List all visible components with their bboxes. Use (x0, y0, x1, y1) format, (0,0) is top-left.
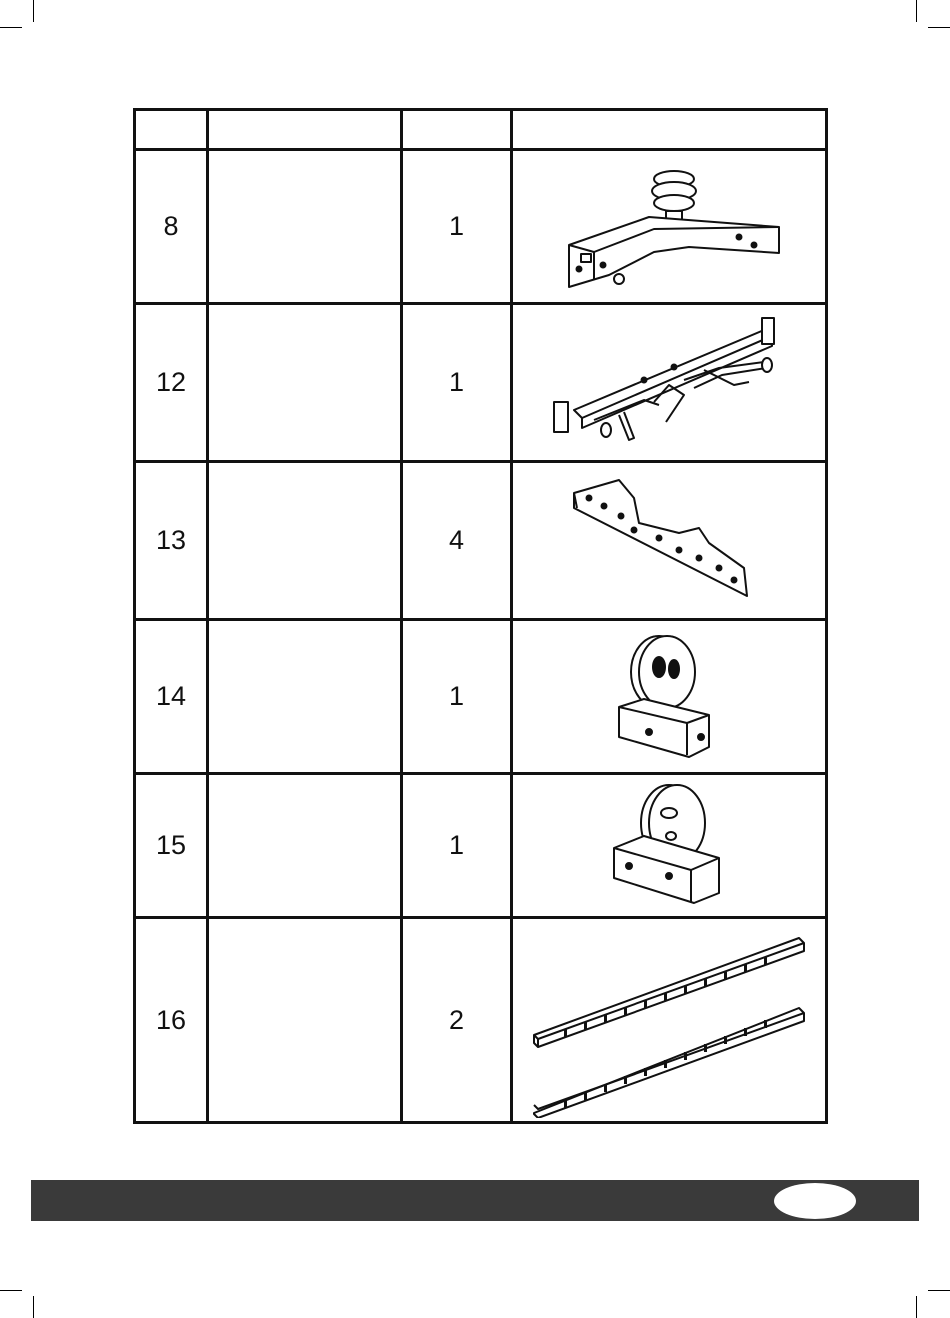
header-quantity (402, 110, 512, 150)
header-description (208, 110, 402, 150)
part-quantity: 2 (402, 918, 512, 1123)
parts-list-table (133, 108, 828, 1124)
crop-mark (33, 1296, 34, 1318)
part-image (512, 462, 827, 620)
pulley-bracket-icon (599, 627, 739, 767)
table-row (135, 462, 827, 620)
part-number: 12 (135, 304, 208, 462)
part-image (512, 150, 827, 304)
hook-rail-icon (524, 923, 814, 1118)
header-part-number (135, 110, 208, 150)
crop-mark (928, 27, 950, 28)
table-row (135, 774, 827, 918)
part-number: 14 (135, 620, 208, 774)
mounting-plate-icon (559, 468, 779, 613)
part-quantity: 1 (402, 304, 512, 462)
crop-mark (0, 1290, 22, 1291)
part-description (208, 462, 402, 620)
part-description (208, 620, 402, 774)
page-number-badge (774, 1183, 856, 1219)
part-image (512, 774, 827, 918)
part-description (208, 304, 402, 462)
part-number: 8 (135, 150, 208, 304)
swivel-pulley-frame-icon (539, 157, 799, 297)
part-number: 13 (135, 462, 208, 620)
part-quantity: 1 (402, 774, 512, 918)
part-description (208, 150, 402, 304)
table-row (135, 918, 827, 1123)
part-image (512, 918, 827, 1123)
pull-up-bar-icon (534, 310, 804, 455)
crop-mark (916, 1296, 917, 1318)
crop-mark (0, 27, 22, 28)
part-description (208, 918, 402, 1123)
table-row (135, 150, 827, 304)
header-image (512, 110, 827, 150)
part-number: 15 (135, 774, 208, 918)
table-row (135, 620, 827, 774)
crop-mark (916, 0, 917, 22)
part-quantity: 1 (402, 150, 512, 304)
pulley-bracket-icon (599, 778, 739, 913)
part-description (208, 774, 402, 918)
part-quantity: 4 (402, 462, 512, 620)
part-image (512, 304, 827, 462)
crop-mark (33, 0, 34, 22)
table-header-row (135, 110, 827, 150)
crop-mark (928, 1290, 950, 1291)
part-quantity: 1 (402, 620, 512, 774)
part-image (512, 620, 827, 774)
part-number: 16 (135, 918, 208, 1123)
table-row (135, 304, 827, 462)
